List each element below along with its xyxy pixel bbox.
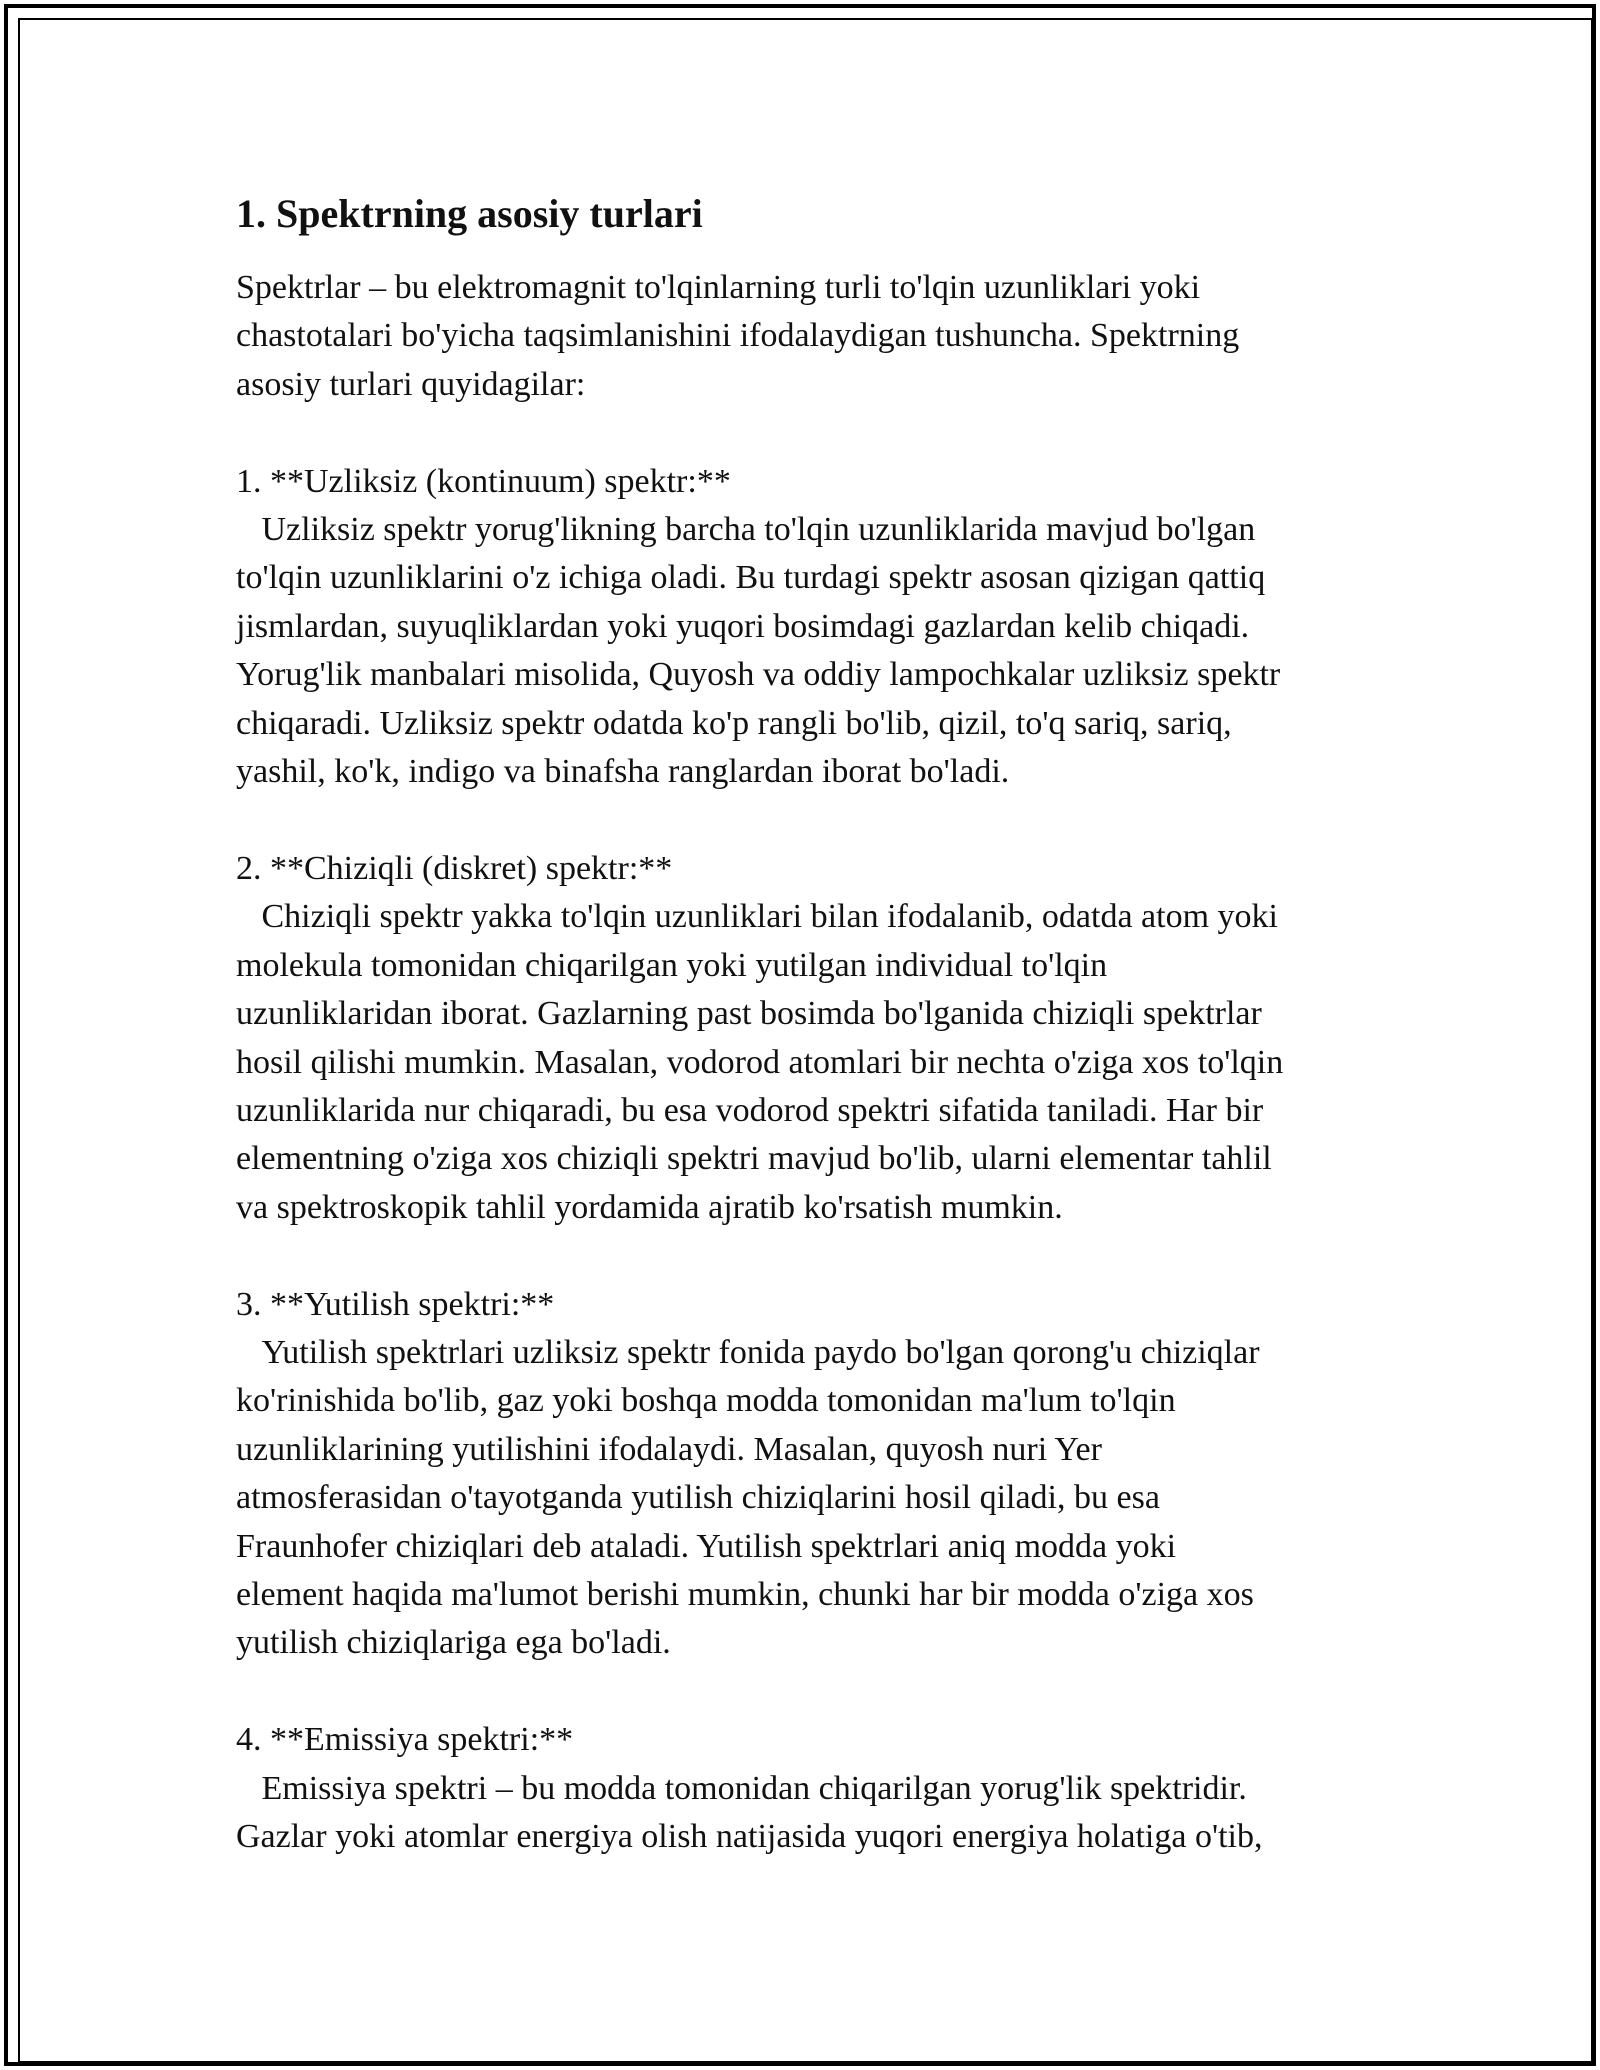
document-title: 1. Spektrning asosiy turlari xyxy=(236,191,703,236)
document-body: Spektrlar – bu elektromagnit to'lqinlarning turli to'lqin uzunliklari yoki chastotalari bo'yicha taqsimlanishini ifodalaydigan tushuncha. Spektrning asosiy turlari quyidagilar: 1. **Uzliksiz (kontinuum) spektr:** Uzliksiz spektr yorug'likning barcha to'lqin uzunliklarida mavjud bo'lgan to'lqin uzunliklarini o'z ichiga oladi. Bu turdagi spektr asosan qizigan qattiq jismlardan, suyuqliklardan yoki yuqori bosimdagi gazlardan kelib chiqadi. Yorug'lik manbalari misolida, Quyosh va oddiy lampochkalar uzliksiz spektr chiqaradi. Uzliksiz spektr odatda ko'p rangli bo'lib, qizil, to'q sariq, sariq, yashil, ko'k, indigo va binafsha ranglardan iborat bo'ladi. 2. **Chiziqli (diskret) spektr:** Chiziqli spektr yakka to'lqin uzunliklari bilan ifodalanib, odatda atom yoki molekula tomonidan chiqarilgan yoki yutilgan individual to'lqin uzunliklaridan iborat. Gazlarning past bosimda bo'lganida chiziqli spektrlar hosil qilishi mumkin. Masalan, vodorod atomlari bir nechta o'ziga xos to'lqin uzunliklarida nur chiqaradi, bu esa vodorod spektri sifatida taniladi. Har bir elementning o'ziga xos chiziqli spektri mavjud bo'lib, ularni elementar tahlil va spektroskopik tahlil yordamida ajratib ko'rsatish mumkin. 3. **Yutilish spektri:** Yutilish spektrlari uzliksiz spektr fonida paydo bo'lgan qorong'u chiziqlar ko'rinishida bo'lib, gaz yoki boshqa modda tomonidan ma'lum to'lqin uzunliklarining yutilishini ifodalaydi. Masalan, quyosh nuri Yer atmosferasidan o'tayotganda yutilish chiziqlarini hosil qiladi, bu esa Fraunhofer chiziqlari deb ataladi. Yutilish spektrlari aniq modda yoki element haqida ma'lumot berishi mumkin, chunki har bir modda o'ziga xos yutilish chiziqlariga ega bo'ladi. 4. **Emissiya spektri:** Emissiya spektri – bu modda tomonidan chiqarilgan yorug'lik spektridir. Gazlar yoki atomlar energiya olish natijasida yuqori energiya holatiga o'tib, xyxy=(236,269,1284,1855)
document-page xyxy=(236,186,1396,1861)
